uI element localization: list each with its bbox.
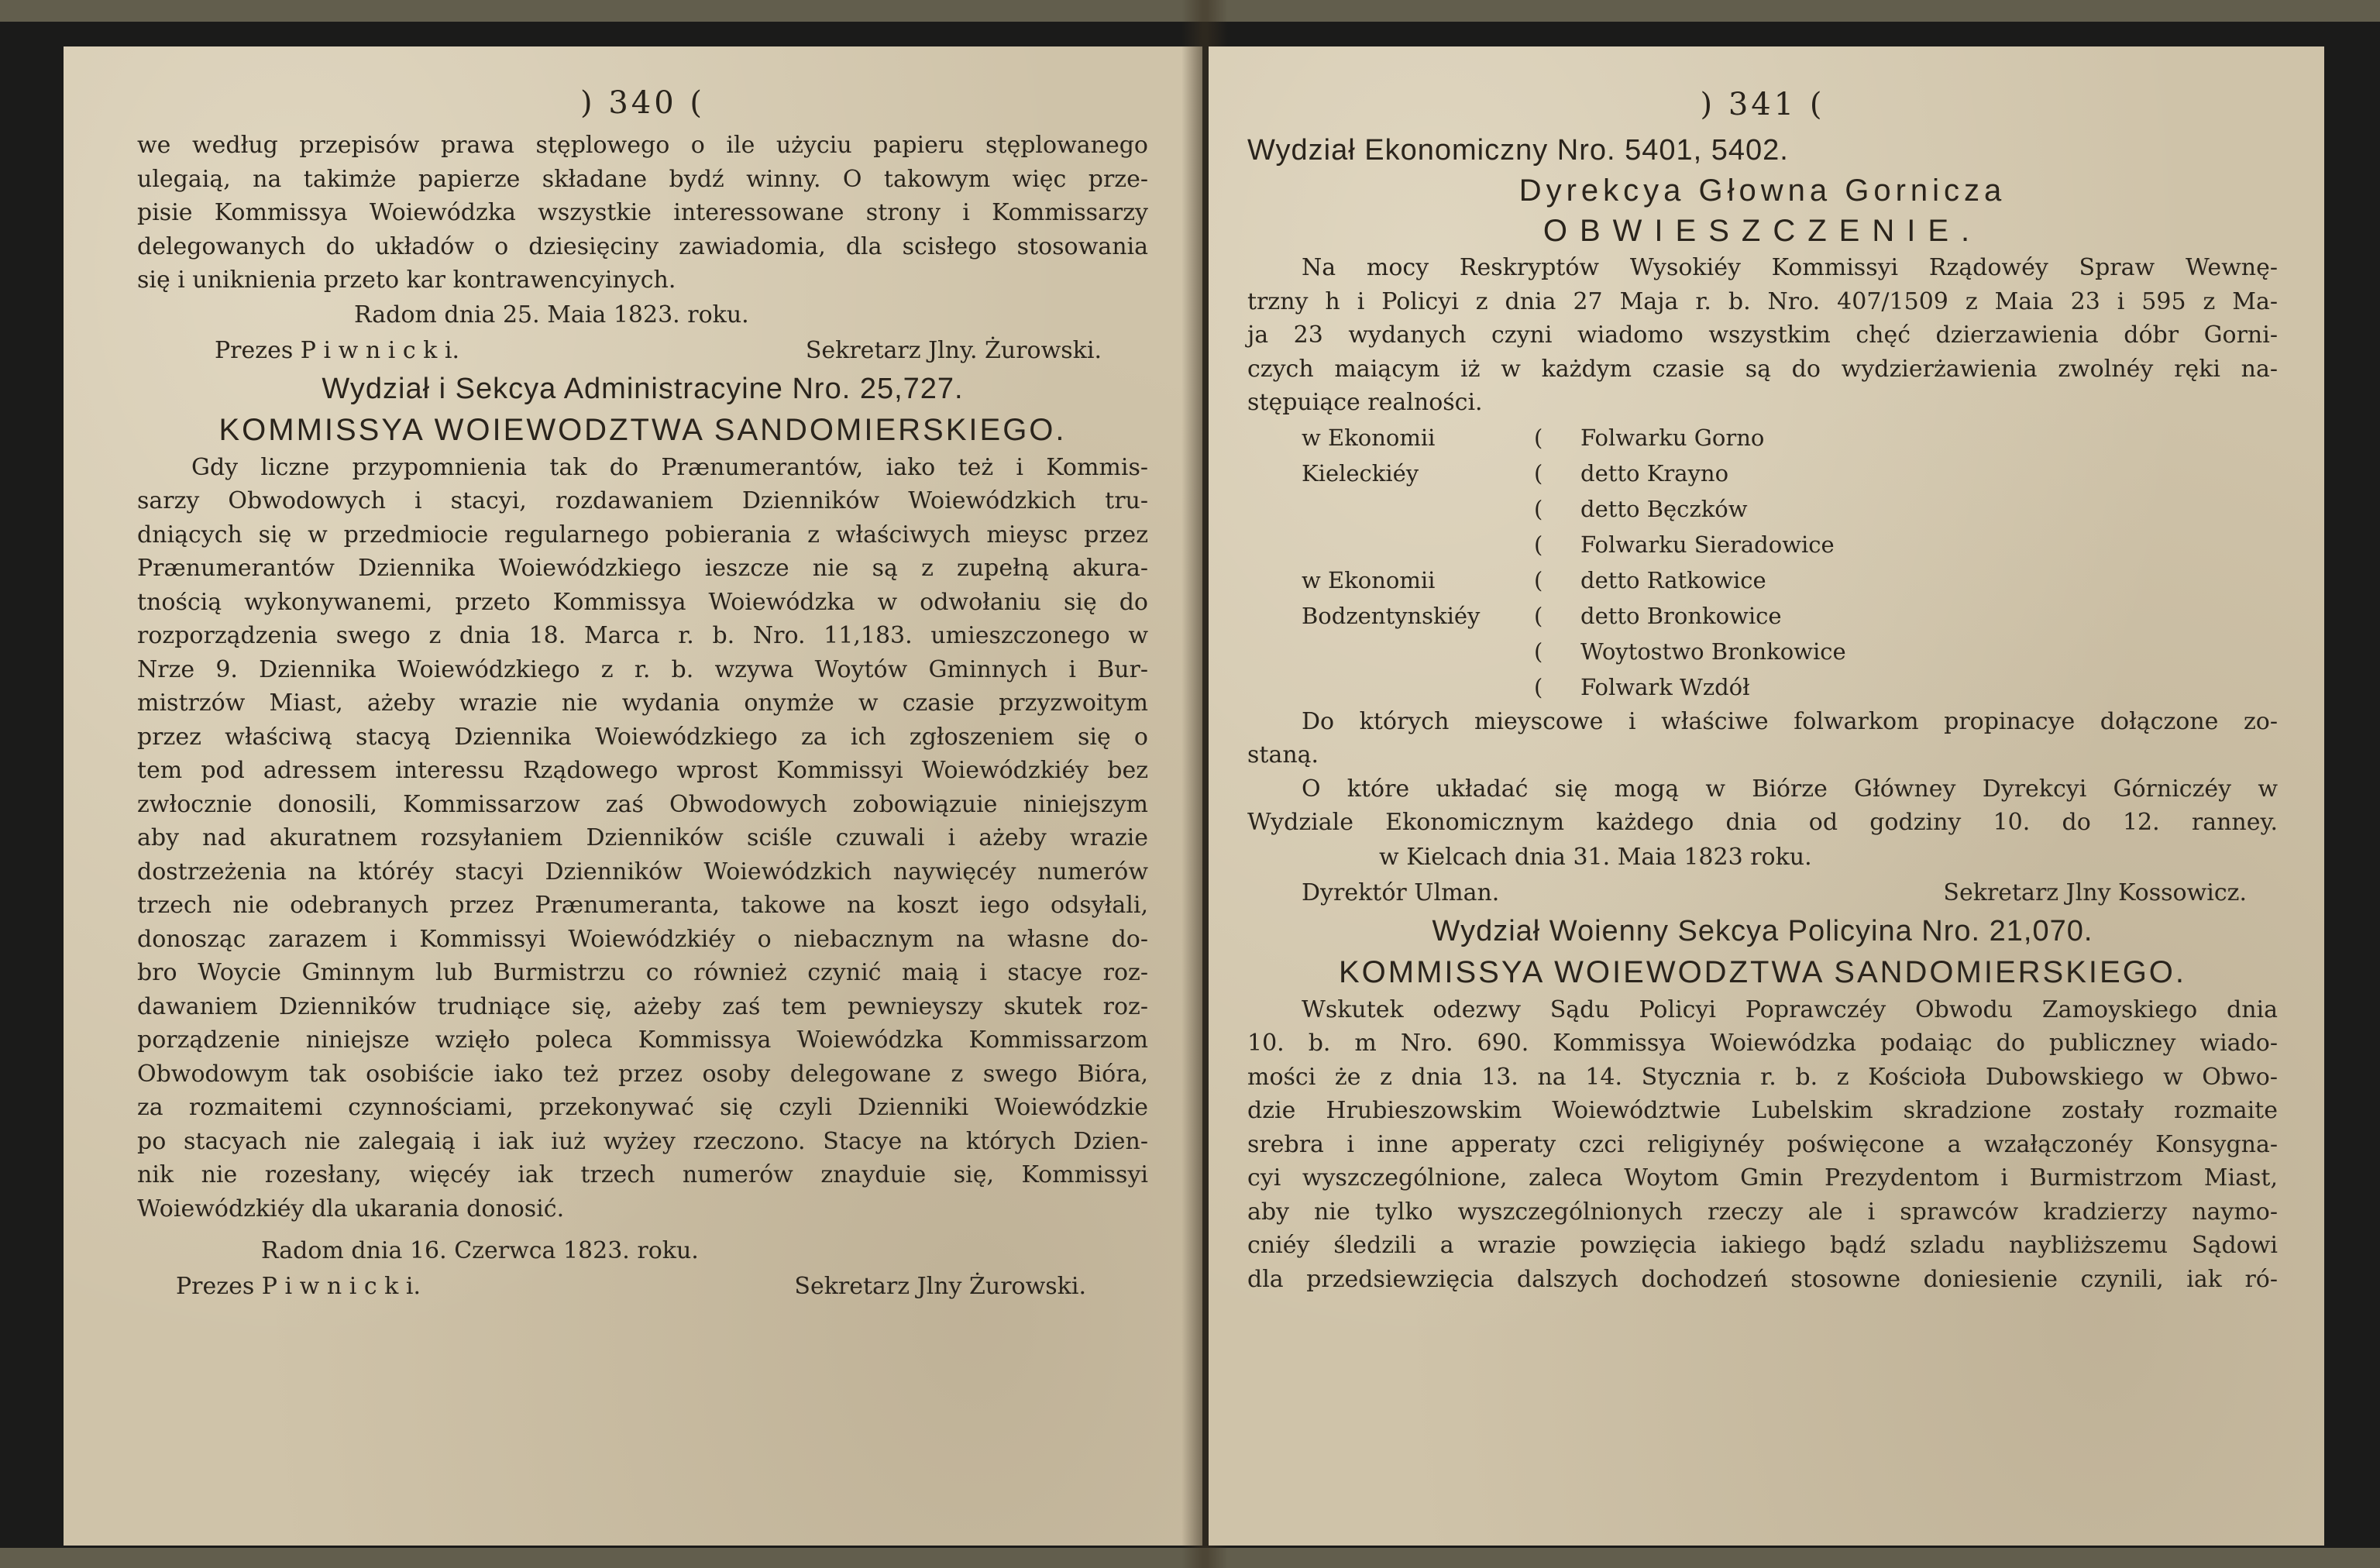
estate-cell: detto Bronkowice [1580,602,1782,629]
estate-cell: ( [1534,566,1543,593]
estate-cell: Bodzentynskiéy [1302,602,1481,629]
directorate-heading: Dyrekcya Głowna Gornicza [1518,174,2007,208]
paragraph-top [137,129,1148,297]
paragraph-offer [1247,772,2278,840]
estate-cell: detto Krayno [1580,459,1729,487]
left-page [64,46,1202,1546]
date-line: w Kielcach dnia 31. Maia 1823 roku. [1379,843,1812,871]
text-line: tem pod adressem interessu Rządowego wprost Kommissyi Woiewódzkiéy bez [137,757,1148,784]
estates-list [1247,420,2278,705]
estate-cell [1302,527,1534,562]
page-number: ) 340 ( [580,85,705,121]
estate-cell: detto Ratkowice [1580,566,1766,593]
text-line: dniących się w przedmiocie regularnego pobierania z właściwych mieysc przez [137,521,1148,548]
paragraph-body [137,451,1148,1226]
paragraph-intro [1247,251,2278,420]
text-line: donosząc zarazem i Kommissyi Woiewódzkiéy o niebacznym na własne do- [137,925,1148,953]
estate-cell [1302,634,1534,669]
text-line: Wydziale Ekonomicznym każdego dnia od godziny 10. do 12. ranney. [1247,809,2278,836]
text-line: tnością wykonywanemi, przeto Kommissya Woiewódzka w odwołaniu się do [137,588,1148,616]
page-number: ) 341 ( [1700,87,1825,122]
section-heading: Wydział i Sekcya Administracyine Nro. 25,727. [322,372,964,405]
text-line: porządzenie niniejsze wzięło poleca Kommissya Woiewódzka Kommissarzom [137,1026,1148,1054]
signature-row [137,1269,1148,1305]
text-line: 10. b. m Nro. 690. Kommissya Woiewódzka podaiąc do publiczney wiado- [1247,1030,2278,1057]
signature-director: Dyrektór Ulman. [1302,879,1500,906]
text-line: dawaniem Dzienników trudniące się, ażeby zaś tem pewnieyszy skutek roz- [137,992,1148,1020]
estate-cell: ( [1534,495,1543,522]
text-line: się i uniknienia przeto kar kontrawencyinych. [137,266,676,294]
text-line: trzny h i Policyi z dnia 27 Maja r. b. Nro. 407/1509 z Maia 23 i 595 z Ma- [1247,287,2278,315]
estate-cell: ( [1534,602,1543,629]
text-line: rozporządzenia swego z dnia 18. Marca r. b. Nro. 11,183. umieszczonego w [137,622,1148,649]
section-heading: Wydział Woienny Sekcya Policyina Nro. 21,070. [1432,914,2093,947]
text-line: dzie Hrubieszowskim Woiewództwie Lubelskim skradzione zostały rozmaite [1247,1097,2278,1124]
date-line: Radom dnia 16. Czerwca 1823. roku. [261,1237,699,1264]
commission-heading: KOMMISSYA WOIEWODZTWA SANDOMIERSKIEGO. [218,412,1067,447]
right-page [1209,46,2324,1546]
text-line: dla przedsiewzięcia dalszych dochodzeń stosowne doniesienie czynili, iak ró- [1247,1265,2278,1293]
text-line: Gdy liczne przypomnienia tak do Prænumerantów, iako też i Kommis- [191,453,1148,481]
signature-president: Prezes P i w n i c k i. [215,336,460,364]
text-line: Na mocy Reskryptów Wysokiéy Kommissyi Rządowéy Spraw Wewnę- [1302,254,2278,281]
commission-heading: KOMMISSYA WOIEWODZTWA SANDOMIERSKIEGO. [1338,954,2187,989]
text-line: Wskutek odezwy Sądu Policyi Poprawczéy Obwodu Zamoyskiego dnia [1302,995,2278,1023]
text-line: srebra i inne apperaty czci religiynéy poświęcone a wzałączonéy Konsygna- [1247,1130,2278,1158]
text-line: cniéy śledzili a wrazie powzięcia iakiego bądź szladu naybliższemu Sądowi [1247,1232,2278,1259]
estate-cell: ( [1534,673,1543,700]
text-line: aby nad akuratnem rozsyłaniem Dzienników sciśle czuwali i ażeby wrazie [137,824,1148,851]
text-line: nik nie rozesłany, więcéy iak trzech numerów znayduie się, Kommissyi [137,1161,1148,1188]
estate-cell: ( [1534,459,1543,487]
text-line: Nrze 9. Dziennika Woiewódzkiego z r. b. wzywa Woytów Gminnych i Bur- [137,655,1148,683]
text-line: po stacyach nie zalegaią i iak iuż wyżey rzeczono. Stacye na których Dzien- [137,1127,1148,1155]
estate-cell: w Ekonomii [1302,424,1436,451]
estate-cell: detto Bęczków [1580,495,1748,522]
estate-cell: Folwark Wzdół [1580,673,1750,700]
text-line: trzech nie odebranych przez Prænumeranta, takowe na koszt iego odsyłali, [137,892,1148,919]
text-line: stępuiące realności. [1247,389,1483,416]
text-line: zwłocznie donosili, Kommissarzow zaś Obwodowych zobowiązuie niniejszym [137,790,1148,818]
signature-row [1247,875,2278,911]
text-line: sarzy Obwodowych i stacyi, rozdawaniem Dzienników Woiewódzkich tru- [137,487,1148,514]
text-line: Do których mieyscowe i właściwe folwarkom propinacye dołączone zo- [1302,707,2278,735]
text-line: dostrzeżenia na któréy stacyi Dzienników Woiewódzkich naywięcéy numerów [137,858,1148,885]
text-line: mości że z dnia 13. na 14. Stycznia r. b. z Kościoła Dubowskiego w Obwo- [1247,1063,2278,1091]
estate-cell: ( [1534,531,1543,558]
signature-president: Prezes P i w n i c k i. [176,1273,421,1300]
estate-cell: Folwarku Sieradowice [1580,531,1835,558]
estate-cell [1302,669,1534,705]
estate-cell: Kieleckiéy [1302,459,1419,487]
estate-cell: Folwarku Gorno [1580,424,1765,451]
signature-secretary: Sekretarz Jlny Kossowicz. [1943,879,2247,906]
signature-row [137,333,1148,369]
text-line: we według przepisów prawa stęplowego o ile użyciu papieru stęplowanego [137,132,1148,159]
text-line: przez właściwą stacyą Dziennika Woiewódzkiego za ich zgłoszeniem się o [137,723,1148,751]
paragraph-body [1247,993,2278,1297]
text-line: Prænumerantów Dziennika Woiewódzkiego ieszcze nie są z zupełną akura- [137,555,1148,582]
text-line: Obwodowym tak osobiście iako też przez osoby delegowane z swego Bióra, [137,1060,1148,1088]
text-line: pisie Kommissya Woiewódzka wszystkie interessowane strony i Kommissarzy [137,199,1148,226]
date-line: Radom dnia 25. Maia 1823. roku. [354,301,749,328]
text-line: delegowanych do układów o dziesięciny zawiadomia, dla scisłego stosowania [137,232,1148,260]
announcement-heading: OBWIESZCZENIE. [1543,214,1983,248]
text-line: staną. [1247,741,1319,769]
text-line: Woiewódzkiéy dla ukarania donosić. [137,1195,565,1222]
text-line: ja 23 wydanych czyni wiadomo wszystkim chęć dzierzawienia dóbr Gorni- [1247,322,2278,349]
estate-cell [1302,491,1534,527]
text-line: cyi wyszczególnione, zaleca Woytom Gmin Prezydentom i Burmistrzom Miast, [1247,1164,2278,1191]
text-line: bro Woycie Gminnym lub Burmistrzu co również czynić maią i stacye roz- [137,959,1148,986]
section-heading: Wydział Ekonomiczny Nro. 5401, 5402. [1247,134,1789,167]
estate-cell: w Ekonomii [1302,566,1436,593]
estate-cell: Woytostwo Bronkowice [1580,638,1846,665]
signature-secretary: Sekretarz Jlny Żurowski. [794,1273,1086,1300]
text-line: mistrzów Miast, ażeby wrazie nie wydania onymże w czasie przyzwoitym [137,689,1148,717]
text-line: za rozmaitemi czynnościami, przekonywać się czyli Dzienniki Woiewódzkie [137,1094,1148,1121]
text-line: O które układać się mogą w Biórze Główney Dyrekcyi Górniczéy w [1302,775,2278,803]
estate-cell: ( [1534,424,1543,451]
paragraph-after [1247,705,2278,772]
text-line: czych maiącym iż w każdym czasie są do wydzierżawienia zwolnéy ręki na- [1247,355,2278,383]
signature-secretary: Sekretarz Jlny. Żurowski. [805,336,1102,364]
estate-cell: ( [1534,638,1543,665]
text-line: aby nie tylko wyszczególnionych rzeczy ale i sprawców kradzierzy naymo- [1247,1198,2278,1226]
text-line: ulegaią, na takimże papierze składane bydź winny. O takowym więc prze- [137,165,1148,193]
